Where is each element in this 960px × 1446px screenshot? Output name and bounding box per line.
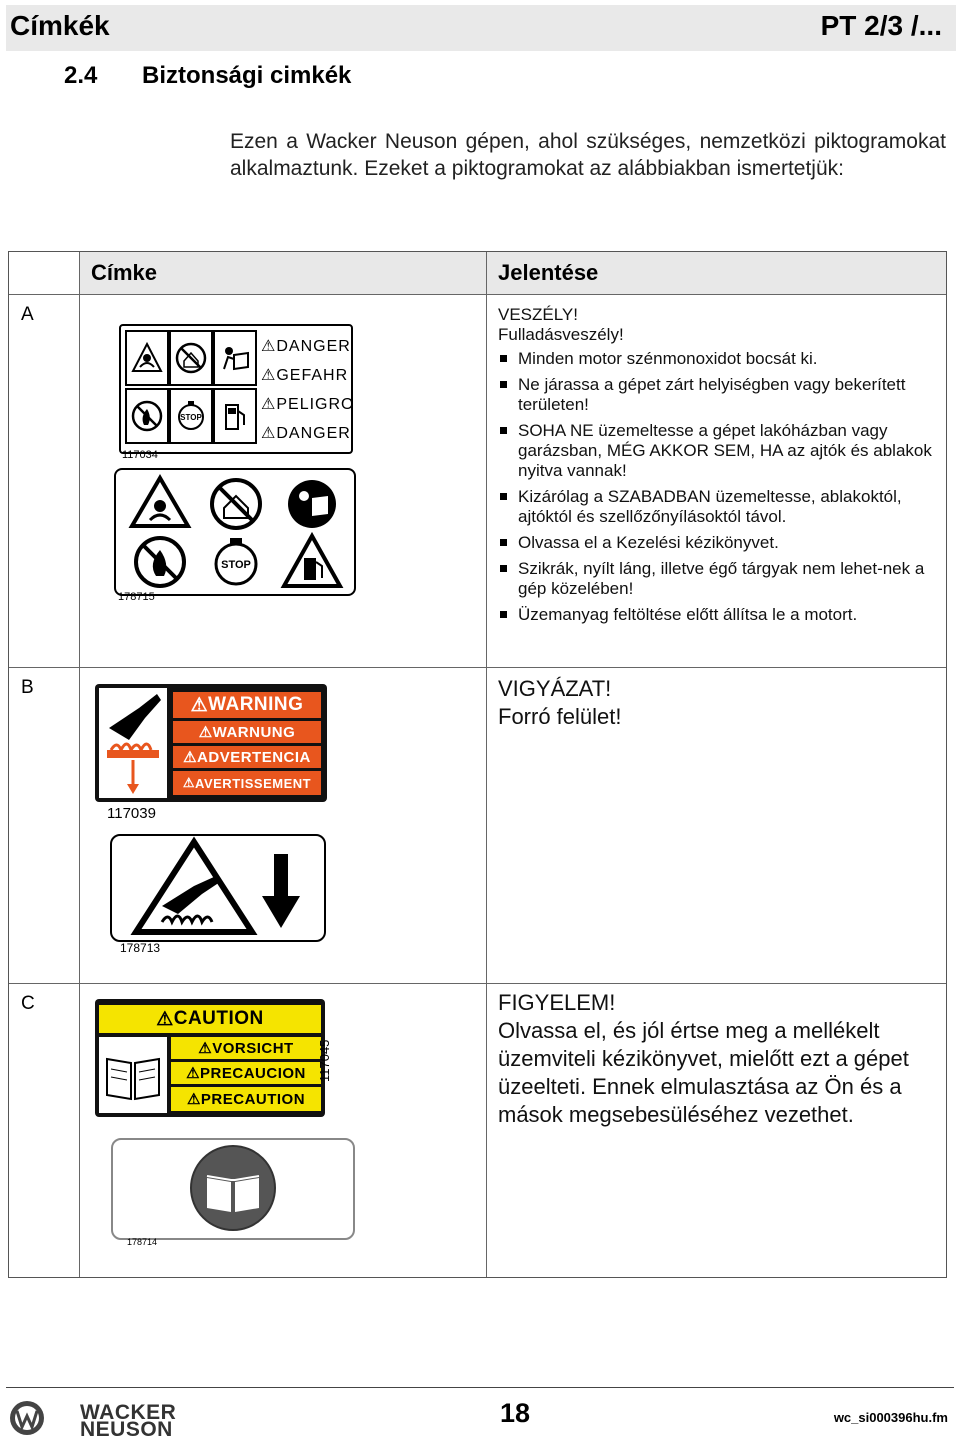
hot-surface-icon — [112, 836, 324, 940]
warning-band: ⚠ AVERTISSEMENT — [173, 771, 321, 795]
row-a-heading2: Fulladásveszély! — [498, 325, 624, 344]
row-b-line1: VIGYÁZAT! — [498, 676, 612, 701]
decal-117045 — [95, 999, 325, 1117]
decal-117034 — [119, 324, 353, 454]
row-id-a: A — [21, 304, 34, 325]
table-divider — [9, 983, 946, 984]
fuel-pump-icon — [284, 536, 340, 586]
warning-band: ⚠ WARNING — [173, 692, 321, 718]
svg-text:STOP: STOP — [221, 559, 251, 571]
row-id-b: B — [21, 677, 34, 698]
list-item: Kizárólag a SZABADBAN üzemeltesse, ablakoktól, ajtóktól és szellőzőnyílásoktól távol. — [498, 487, 938, 527]
row-a-heading1: VESZÉLY! — [498, 305, 578, 324]
pictogram-grid — [116, 470, 354, 594]
warning-triangle-word: ⚠DANGER — [261, 425, 351, 442]
row-c-line1: FIGYELEM! — [498, 990, 616, 1015]
warning-band: ⚠ WARNUNG — [173, 721, 321, 743]
row-b-line2: Forró felület! — [498, 704, 622, 729]
caution-band: ⚠ PRECAUCION — [171, 1062, 321, 1084]
decal-178715 — [114, 468, 356, 596]
no-open-flame-icon — [136, 538, 184, 586]
caution-band: ⚠ CAUTION — [99, 1005, 321, 1033]
no-indoor-use-icon — [212, 480, 260, 528]
table-divider — [9, 667, 946, 668]
no-open-flame-icon — [125, 388, 169, 444]
list-item: Olvassa el a Kezelési kézikönyvet. — [498, 533, 938, 553]
section-title: Biztonsági cimkék — [142, 62, 352, 89]
list-item: Üzemanyag feltöltése előtt állítsa le a motort. — [498, 605, 938, 625]
read-manual-icon — [99, 1037, 167, 1113]
row-c-line2: Olvassa el, és jól értse meg a mellékelt üzemviteli kézikönyvet, mielőtt ezt a gépet üzeelteti. Ennek elmulasztása az Ön és a mások megsebesüléséhez vezethet. — [498, 1018, 909, 1127]
list-item: Ne járassa a gépet zárt helyiségben vagy bekerített területen! — [498, 375, 938, 415]
decal-117039 — [95, 684, 327, 802]
list-item: Szikrák, nyílt láng, illetve égő tárgyak nem lehet-nek a gép közelében! — [498, 559, 938, 599]
labels-table — [8, 251, 947, 1278]
column-header-meaning: Jelentése — [498, 260, 599, 285]
read-manual-icon — [213, 330, 257, 386]
stop-engine-icon — [169, 388, 213, 444]
decal-178714 — [111, 1138, 355, 1240]
hot-surface-icon — [99, 688, 167, 798]
brand-logo-text: WACKER — [80, 1401, 177, 1424]
decal-code: 117045 — [317, 1039, 332, 1082]
decal-code: 117034 — [122, 449, 158, 461]
list-item: Minden motor szénmonoxidot bocsát ki. — [498, 349, 938, 369]
decal-code: 178713 — [120, 941, 161, 955]
co-poisoning-icon — [132, 478, 188, 526]
brand-logo-text: NEUSON — [80, 1418, 173, 1441]
column-header-label: Címke — [91, 260, 158, 285]
page-header-ref: PT 2/3 /... — [820, 10, 942, 41]
decal-178713 — [110, 834, 326, 942]
svg-text:STOP: STOP — [180, 413, 202, 422]
file-name: wc_si000396hu.fm — [833, 1410, 948, 1425]
row-c-meaning — [498, 989, 938, 1129]
row-id-c: C — [21, 993, 35, 1014]
table-divider — [486, 252, 487, 1277]
read-manual-icon — [288, 480, 336, 528]
decal-code: 178714 — [127, 1237, 158, 1247]
page-number: 18 — [500, 1398, 531, 1428]
co-poisoning-icon — [125, 330, 169, 386]
warning-triangle-word: ⚠PELIGRO — [261, 396, 355, 413]
page-header-bar — [6, 5, 956, 51]
read-manual-icon — [113, 1140, 353, 1238]
row-a-meaning — [498, 305, 938, 625]
page-header-title: Címkék — [10, 10, 110, 41]
list-item: SOHA NE üzemeltesse a gépet lakóházban vagy garázsban, MÉG AKKOR SEM, HA az ajtók és ablakok nyitva vannak! — [498, 421, 938, 481]
fuel-pump-icon — [213, 388, 257, 444]
row-b-meaning — [498, 675, 938, 731]
no-indoor-use-icon — [169, 330, 213, 386]
decal-code: 117039 — [107, 805, 156, 822]
caution-band: ⚠ PRECAUTION — [171, 1087, 321, 1111]
footer-divider — [6, 1387, 954, 1388]
danger-word-list — [261, 332, 354, 448]
caution-band: ⚠ VORSICHT — [171, 1037, 321, 1059]
warning-band: ⚠ ADVERTENCIA — [173, 746, 321, 768]
wacker-logo-icon — [8, 1399, 46, 1437]
table-divider — [9, 294, 946, 295]
decal-code: 178715 — [118, 591, 155, 603]
warning-triangle-word: ⚠GEFAHR — [261, 367, 349, 384]
table-divider — [79, 252, 80, 1277]
section-number: 2.4 — [64, 62, 98, 89]
warning-triangle-word: ⚠DANGER — [261, 338, 351, 355]
stop-engine-icon — [216, 538, 256, 584]
intro-paragraph: Ezen a Wacker Neuson gépen, ahol szükséges, nemzetközi piktogramokat alkalmaztunk. Ezeket a piktogramokat az alábbiakban ismertetjük: — [230, 130, 946, 180]
